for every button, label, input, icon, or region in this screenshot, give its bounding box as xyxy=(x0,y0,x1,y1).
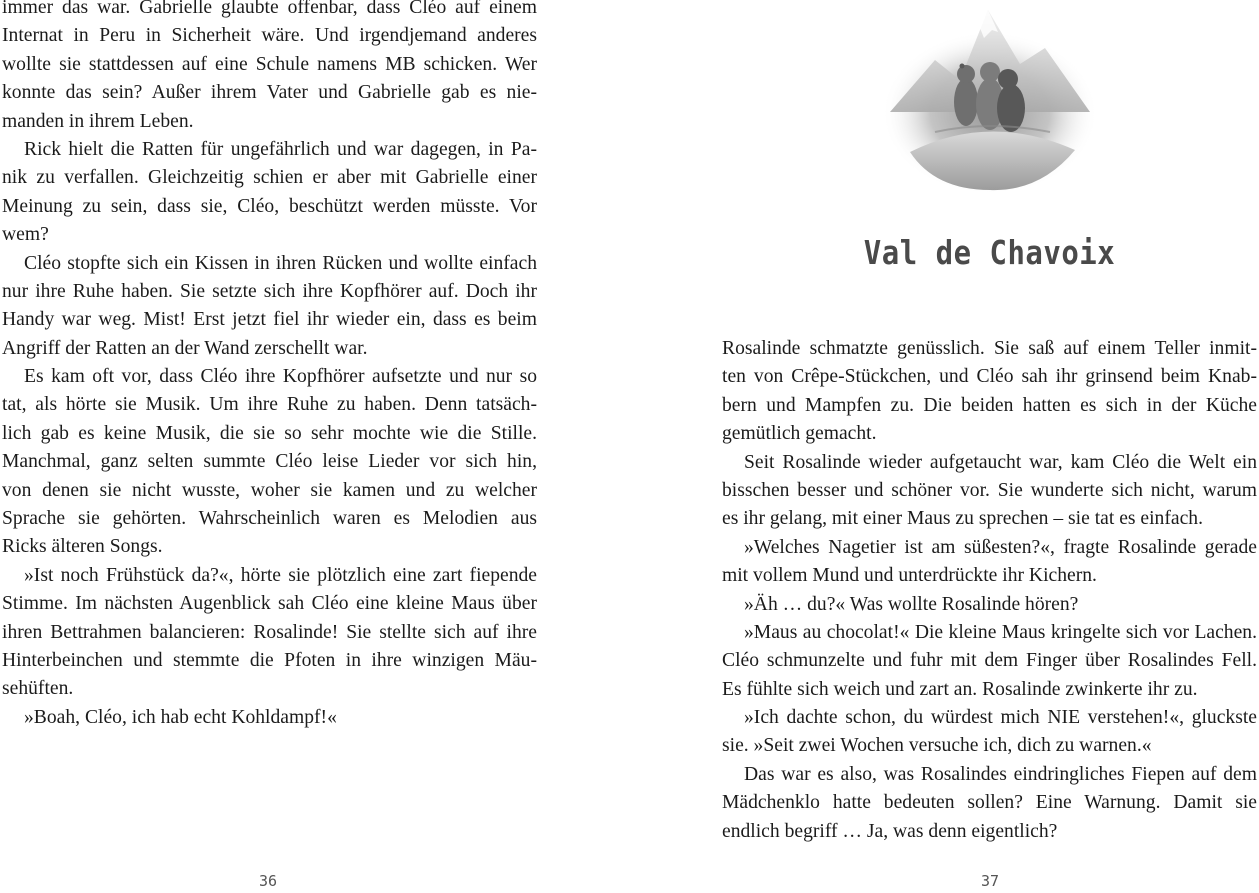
text-line: Manchmal, ganz selten summte Cléo leise Lieder vor sich hin, xyxy=(2,451,537,473)
text-line: Rick hielt die Ratten für ungefährlich und war dagegen, in Pa- xyxy=(24,138,537,160)
text-line: Sprache sie gehörten. Wahrscheinlich waren es Melodien aus xyxy=(2,508,537,530)
text-line: Seit Rosalinde wieder aufgetaucht war, kam Cléo die Welt ein xyxy=(744,451,1257,473)
text-line: es ihr gelang, mit einer Maus zu sprechen – sie tat es einfach. xyxy=(722,508,1203,530)
chapter-title: Val de Chavoix xyxy=(863,233,1116,273)
text-line: endlich begriff … Ja, was denn eigentlich? xyxy=(722,820,1058,842)
text-line: Stimme. Im nächsten Augenblick sah Cléo eine kleine Maus über xyxy=(2,593,537,615)
text-line: Ricks älteren Songs. xyxy=(2,536,163,558)
text-line: Internat in Peru in Sicherheit wäre. Und irgendjemand anderes xyxy=(2,25,537,47)
text-line: Cléo stopfte sich ein Kissen in ihren Rücken und wollte einfach xyxy=(24,252,537,274)
text-line: Meinung zu sein, dass sie, Cléo, beschützt werden müsste. Vor xyxy=(2,195,537,217)
text-line: von denen sie nicht wusste, woher sie kamen und zu welcher xyxy=(2,479,537,501)
text-line: wem? xyxy=(2,224,49,246)
text-line: Hinterbeinchen und stemmte die Pfoten in ihre winzigen Mäu- xyxy=(2,649,537,671)
text-line: Rosalinde schmatzte genüsslich. Sie saß auf einem Teller inmit- xyxy=(722,338,1257,359)
left-page-text xyxy=(2,0,537,732)
text-line: »Maus au chocolat!« Die kleine Maus kringelte sich vor Lachen. xyxy=(744,621,1257,643)
text-line: mit vollem Mund und unterdrückte ihr Kichern. xyxy=(722,565,1097,587)
text-line: konnte das sein? Außer ihrem Vater und Gabrielle gab es nie- xyxy=(2,82,537,104)
text-line: bisschen besser und schöner vor. Sie wunderte sich nicht, warum xyxy=(722,479,1257,501)
text-line: gemütlich gemacht. xyxy=(722,423,877,445)
text-line: Das war es also, was Rosalindes eindringliches Fiepen auf dem xyxy=(744,763,1257,785)
text-line: »Welches Nagetier ist am süßesten?«, fragte Rosalinde gerade xyxy=(744,536,1257,558)
text-line: »Ich dachte schon, du würdest mich NIE verstehen!«, gluckste xyxy=(744,707,1257,729)
page-number-left: 36 xyxy=(258,872,278,890)
text-line: ten von Crêpe-Stückchen, und Cléo sah ihr grinsend beim Knab- xyxy=(722,366,1257,388)
text-line: »Ist noch Frühstück da?«, hörte sie plötzlich eine zart fiepende xyxy=(24,564,537,586)
text-line: Angriff der Ratten an der Wand zerschellt war. xyxy=(2,337,368,359)
text-line: sie. »Seit zwei Wochen versuche ich, dich zu warnen.« xyxy=(722,735,1152,757)
text-line: Cléo schmunzelte und fuhr mit dem Finger über Rosalindes Fell. xyxy=(722,650,1257,672)
text-line: »Äh … du?« Was wollte Rosalinde hören? xyxy=(744,593,1079,615)
page-number-right: 37 xyxy=(980,872,1000,890)
text-line: tat, als hörte sie Musik. Um ihre Ruhe zu haben. Denn tatsäch- xyxy=(2,394,537,416)
text-line: nur ihre Ruhe haben. Sie setzte sich ihre Kopfhörer auf. Doch ihr xyxy=(2,280,537,302)
text-line: Es kam oft vor, dass Cléo ihre Kopfhörer aufsetzte und nur so xyxy=(24,366,537,388)
text-line: Handy war weg. Mist! Erst jetzt fiel ihr wieder ein, dass es beim xyxy=(2,309,537,331)
right-page-text xyxy=(722,335,1257,846)
text-line: manden in ihrem Leben. xyxy=(2,110,194,132)
text-line: lich gab es keine Musik, die sie so sehr mochte wie die Stille. xyxy=(2,422,537,444)
text-line: wollte sie stattdessen auf eine Schule namens MB schicken. Wer xyxy=(2,53,537,75)
text-line: Es fühlte sich weich und zart an. Rosalinde zwinkerte ihr zu. xyxy=(722,678,1198,700)
text-line: »Boah, Cléo, ich hab echt Kohldampf!« xyxy=(24,706,337,728)
text-line: bern und Mampfen zu. Die beiden hatten es sich in der Küche xyxy=(722,394,1257,416)
text-line: ihren Bettrahmen balancieren: Rosalinde! Sie stellte sich auf ihre xyxy=(2,621,537,643)
text-line: sehüften. xyxy=(2,678,74,700)
marmot-icon xyxy=(954,64,978,127)
text-line: immer das war. Gabrielle glaubte offenbar, dass Cléo auf einem xyxy=(2,0,537,18)
text-line: nik zu verfallen. Gleichzeitig schien er aber mit Gabrielle einer xyxy=(2,167,537,189)
text-line: Mädchenklo hatte bedeuten sollen? Eine Warnung. Damit sie xyxy=(722,792,1257,814)
marmots-illustration xyxy=(880,2,1100,192)
